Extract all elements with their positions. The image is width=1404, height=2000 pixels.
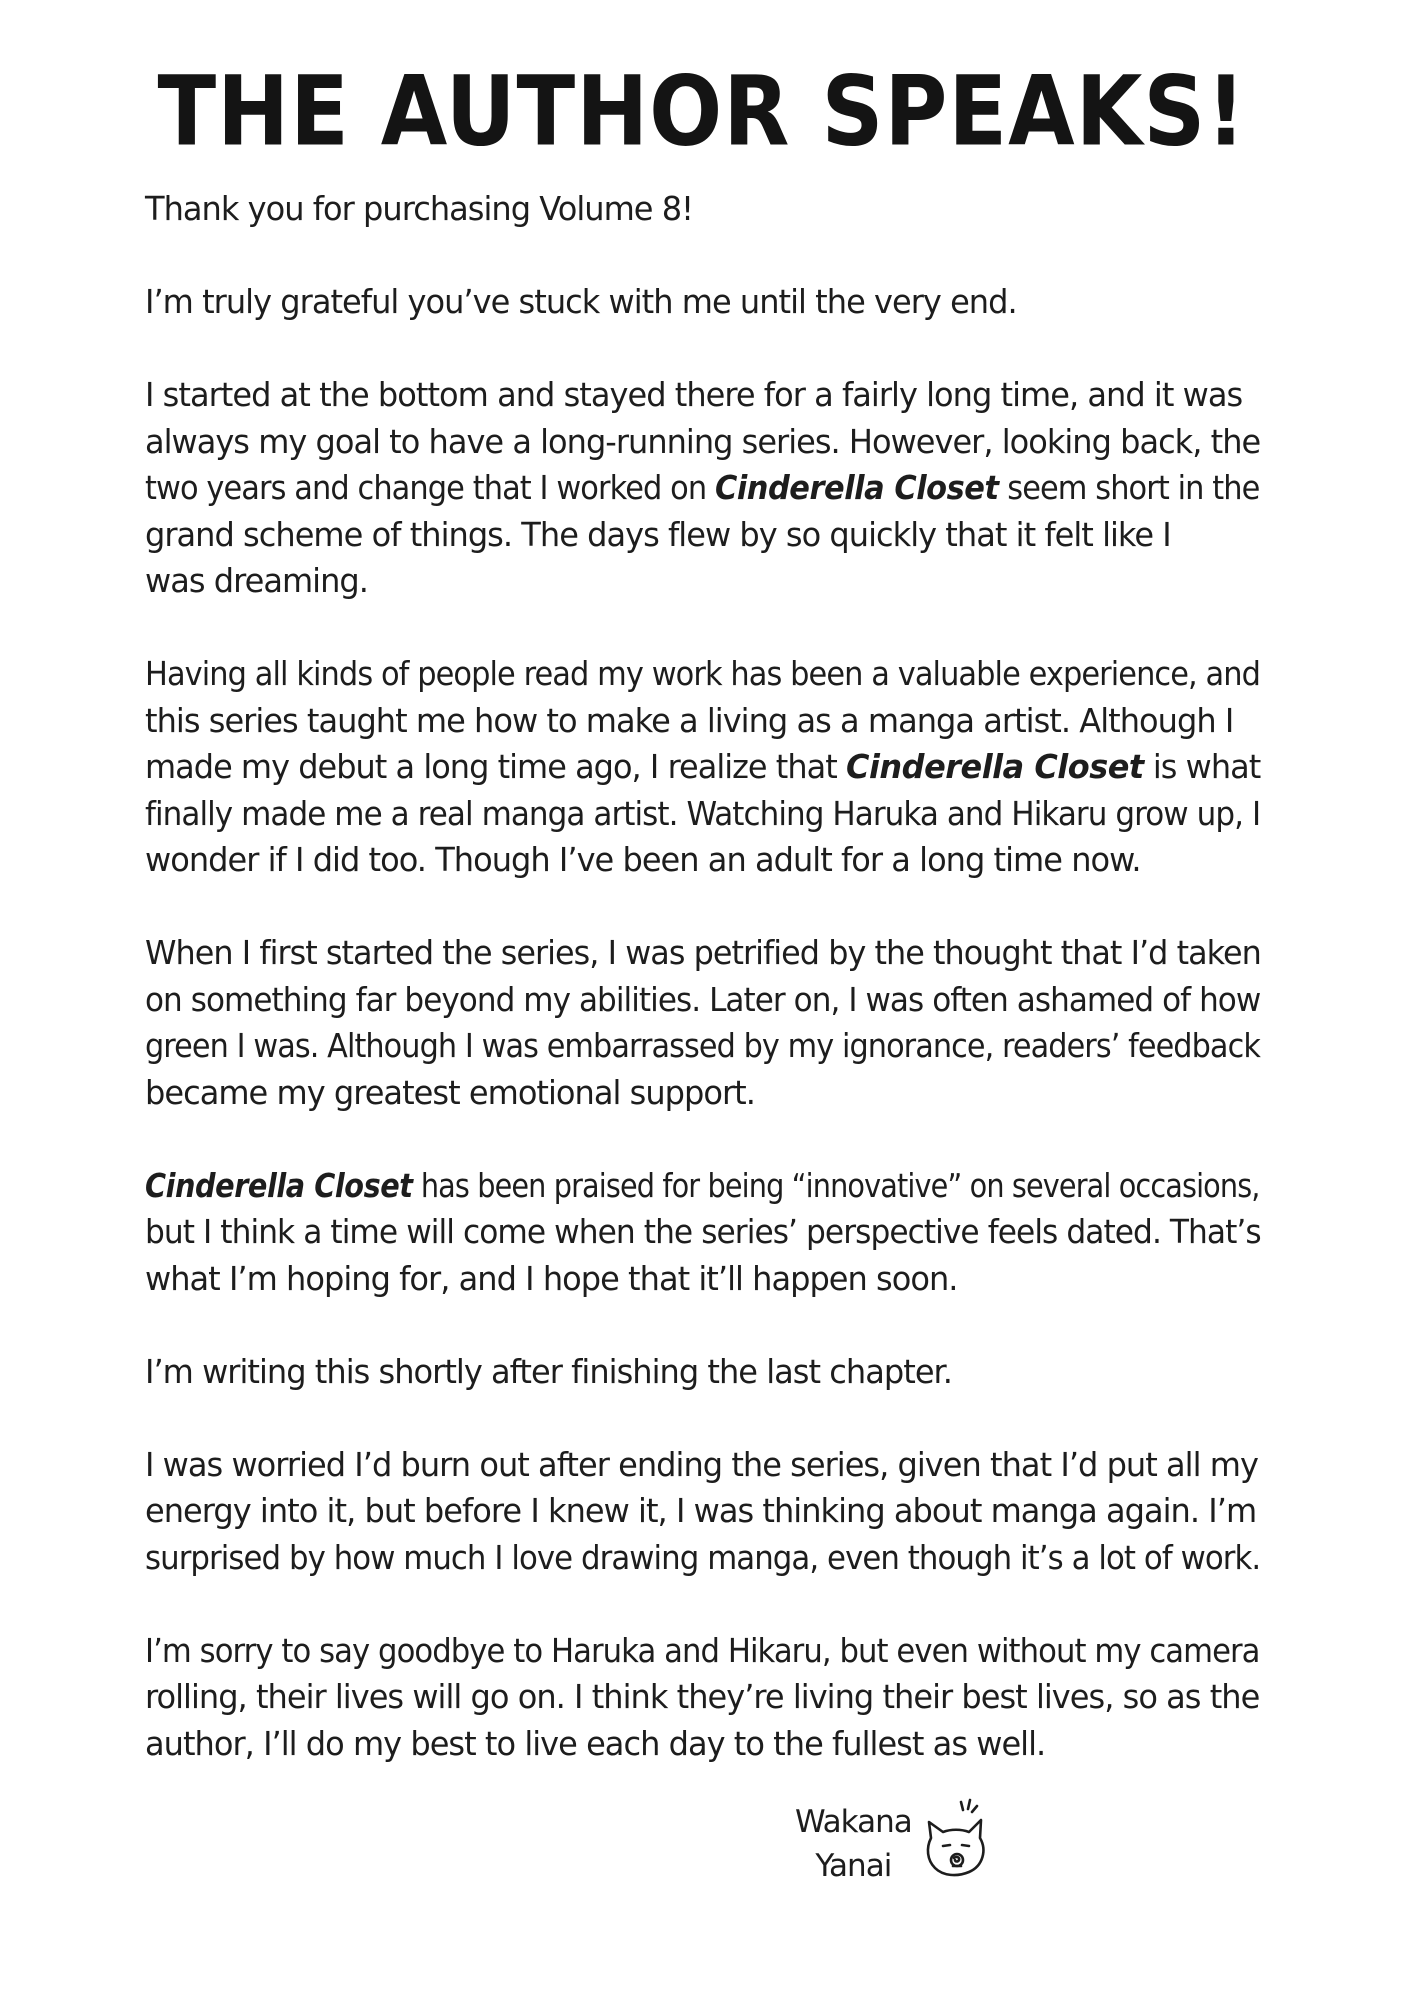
author-last-name: Yanai	[815, 1848, 892, 1884]
text-segment: author, I’ll do my best to live each day to the fullest as well.	[145, 1723, 1046, 1763]
text-segment: I’m sorry to say goodbye to Haruka and Hikaru, but even without my camera	[145, 1630, 1260, 1670]
text-segment: two years and change that I worked on	[145, 468, 715, 507]
text-segment: became my greatest emotional support.	[145, 1072, 755, 1112]
text-segment: seem short in the	[998, 468, 1260, 507]
text-segment: finally made me a real manga artist. Watching Haruka and Hikaru grow up, I	[145, 793, 1261, 833]
text-segment: on something far beyond my abilities. Later on, I was often ashamed of how	[145, 979, 1261, 1019]
text-line	[145, 1628, 1260, 1675]
paragraph	[145, 1442, 1295, 1582]
text-line	[145, 558, 1261, 605]
text-line	[145, 1721, 1261, 1768]
text-line	[145, 1070, 1261, 1117]
text-segment: I was worried I’d burn out after ending the series, given that I’d put all my	[145, 1444, 1258, 1484]
text-line	[145, 279, 1261, 326]
text-line	[145, 1163, 1260, 1210]
text-segment: When I first started the series, I was petrified by the thought that I’d taken	[145, 933, 1261, 972]
text-line	[145, 186, 1261, 233]
text-segment: grand scheme of things. The days flew by so quickly that it felt like I	[145, 514, 1171, 554]
text-segment: Thank you for purchasing Volume 8!	[145, 189, 694, 228]
letter-body	[145, 186, 1295, 1814]
text-line	[145, 1535, 1261, 1582]
paragraph	[145, 1628, 1295, 1768]
paragraph	[145, 930, 1295, 1116]
text-line	[145, 1256, 1261, 1303]
text-segment: I started at the bottom and stayed there for a fairly long time, and it was	[145, 375, 1243, 414]
author-signature	[795, 1800, 995, 1910]
text-segment: Having all kinds of people read my work has been a valuable experience, and	[145, 654, 1261, 693]
series-title-italic: Cinderella Closet	[714, 468, 999, 507]
cat-face-doodle-icon	[917, 1796, 993, 1886]
text-line	[145, 1023, 1260, 1070]
paragraph	[145, 372, 1295, 605]
text-segment: I’m truly grateful you’ve stuck with me until the very end.	[145, 282, 1017, 321]
text-segment: rolling, their lives will go on. I think they’re living their best lives, so as the	[145, 1677, 1260, 1716]
text-line	[145, 512, 1261, 559]
text-line	[145, 837, 1261, 884]
text-segment: what I’m hoping for, and I hope that it’ll happen soon.	[145, 1258, 958, 1298]
text-segment: was dreaming.	[145, 561, 368, 600]
text-segment: made my debut a long time ago, I realize that	[145, 747, 846, 786]
text-line	[145, 419, 1259, 466]
text-line	[145, 372, 1261, 419]
text-segment: this series taught me how to make a living as a manga artist. Although I	[145, 700, 1234, 740]
text-segment: has been praised for being “innovative” on several occasions,	[412, 1165, 1260, 1205]
text-segment: I’m writing this shortly after finishing the last chapter.	[145, 1351, 952, 1391]
text-segment: is what	[1143, 747, 1261, 786]
author-name	[795, 1800, 912, 1888]
text-line	[145, 930, 1261, 977]
series-title-italic: Cinderella Closet	[845, 747, 1144, 786]
paragraph	[145, 186, 1295, 233]
text-line	[145, 1442, 1261, 1489]
author-first-name: Wakana	[795, 1804, 912, 1840]
text-segment: always my goal to have a long-running series. However, looking back, the	[145, 421, 1261, 461]
text-line	[145, 1488, 1261, 1535]
text-line	[145, 744, 1261, 791]
text-line	[145, 791, 1261, 838]
text-segment: green I was. Although I was embarrassed by my ignorance, readers’ feedback	[145, 1026, 1260, 1065]
text-segment: energy into it, but before I knew it, I was thinking about manga again. I’m	[145, 1491, 1257, 1530]
page-title: THE AUTHOR SPEAKS!	[157, 56, 1247, 168]
text-line	[145, 977, 1261, 1024]
text-line	[145, 1349, 1261, 1396]
text-line	[145, 651, 1261, 698]
text-line	[145, 1209, 1261, 1256]
paragraph	[145, 279, 1295, 326]
text-segment: surprised by how much I love drawing manga, even though it’s a lot of work.	[145, 1537, 1261, 1577]
text-line	[145, 698, 1261, 745]
paragraph	[145, 651, 1295, 884]
text-segment: but I think a time will come when the series’ perspective feels dated. That’s	[145, 1212, 1261, 1251]
series-title-italic: Cinderella Closet	[145, 1165, 413, 1205]
text-line	[145, 465, 1260, 512]
text-line	[145, 1674, 1261, 1721]
text-segment: wonder if I did too. Though I’ve been an adult for a long time now.	[145, 840, 1141, 879]
paragraph	[145, 1163, 1295, 1303]
paragraph	[145, 1349, 1295, 1396]
